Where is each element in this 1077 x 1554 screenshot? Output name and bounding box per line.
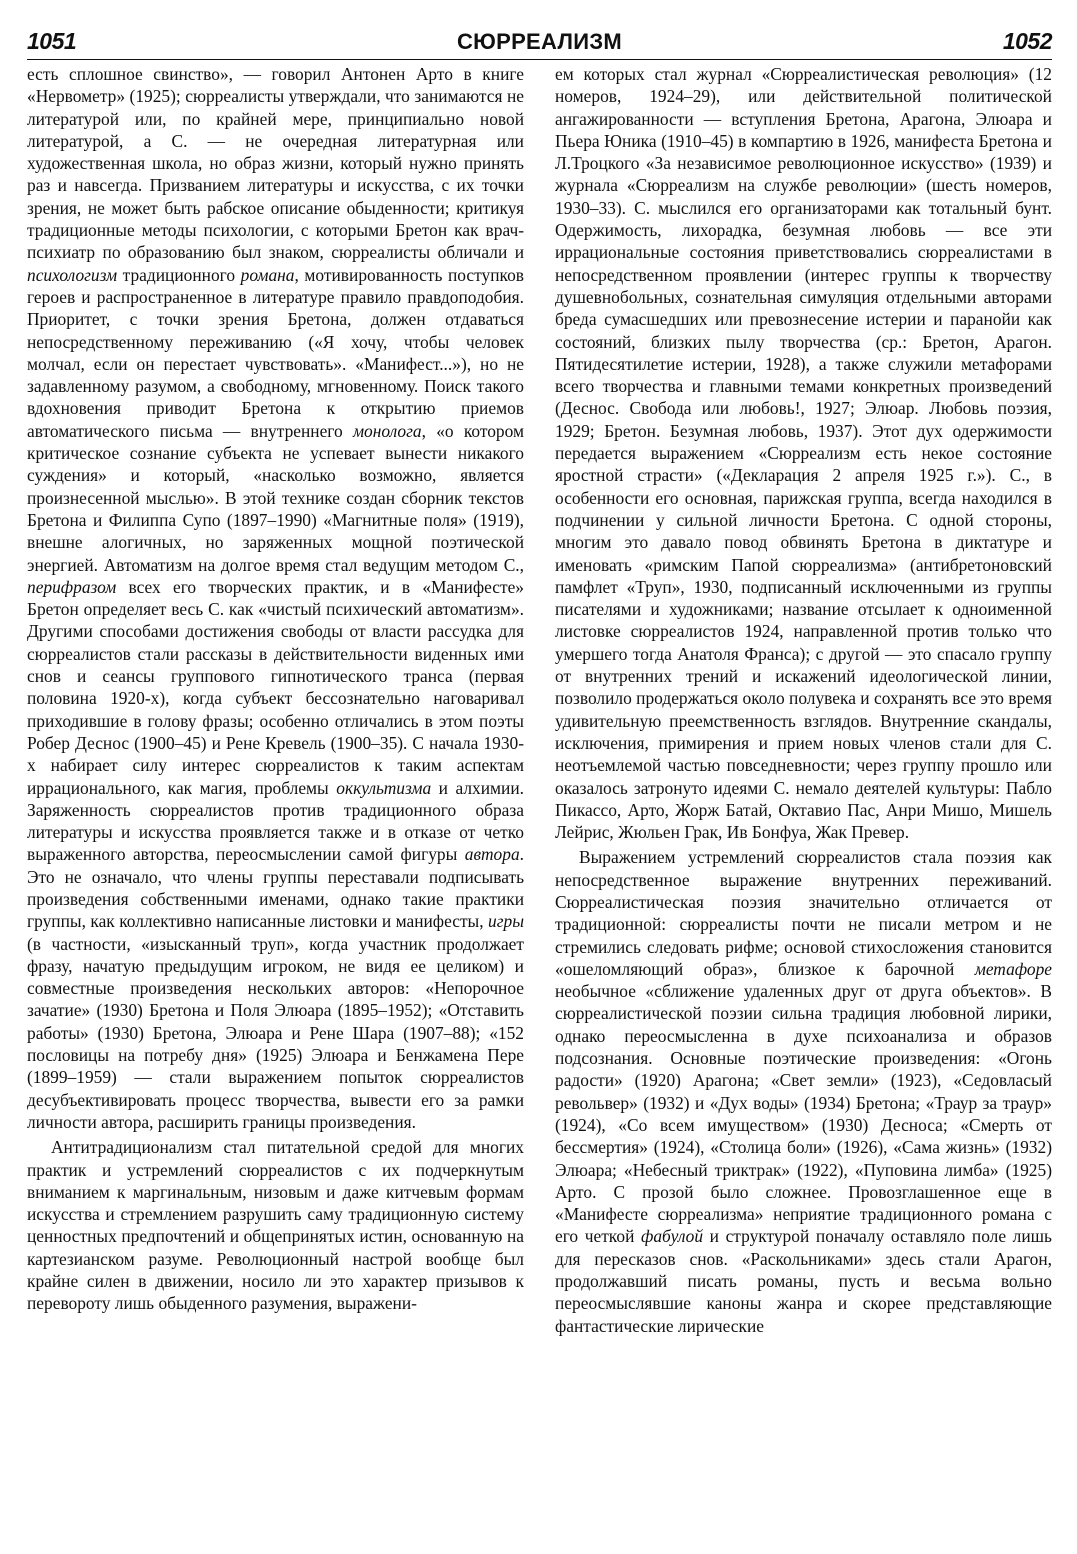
cross-reference: фабулой [641,1226,704,1247]
cross-reference: романа [240,264,295,285]
cross-reference: психологизм [27,264,118,285]
left-column [27,63,524,1337]
right-column [555,63,1052,1337]
cross-reference: монолога [352,420,422,441]
cross-reference: оккультизма [336,777,432,798]
running-header [27,14,1052,60]
left-page-number: 1051 [27,28,77,54]
paragraph: Выражением устремлений сюрреалистов стала поэзия как непосредственное выражение внутренних переживаний. Сюрреалистическая поэзия значительно отличается от традиционной: сюрреалисты почти не писали метром и не стремились следовать рифме; основой стихосложения становится «ошеломляющий образ», близкое к барочной метафоре необычное «сближение удаленных друг от друга объектов». В сюрреалистической поэзии сильна традиция любовной лирики, однако переосмысленна в духе психоанализа и образов подсознания. Основные поэтические произведения: «Огонь радости» (1920) Арагона; «Свет земли» (1923), «Седовласый револьвер» (1932) и «Дух воды» (1934) Бретона; «Траур за траур» (1924), «Со всем имуществом» (1930) Десноса; «Смерть от бессмертия» (1924), «Столица боли» (1926), «Сама жизнь» (1932) Элюара; «Небесный триктрак» (1922), «Пуповина лимба» (1925) Арто. С прозой было сложнее. Провозглашенное еще в «Манифесте сюрреализма» неприятие традиционного романа с его четкой фабулой и структурой поначалу оставляло поле лишь для пересказов снов. «Раскольниками» здесь стали Арагон, продолжавший писать романы, пусть и весьма вольно переосмыслявшие каноны жанра и скорее представляющие фантастические лирические [555,847,1052,1336]
right-page-number: 1052 [1002,28,1052,54]
paragraph: есть сплошное свинство», — говорил Антонен Арто в книге «Нервометр» (1925); сюрреалисты утверждали, что занимаются не литературой или, по крайней мере, принципиально новой литературой, а С. — не очередная литературная или художественная школа, но образ жизни, который нужно принять раз и навсегда. Призванием литературы и искусства, с их точки зрения, не может быть рабское описание обыденности; критикуя традиционные методы психологии, с которыми Бретон как врач-психиатр по образованию был знаком, сюрреалисты обличали и психологизм традиционного романа, мотивированность поступков героев и распространенное в литературе правило правдоподобия. Приоритет, с точки зрения Бретона, должен отдаваться непосредственному переживанию («Я хочу, чтобы человек молчал, если он перестает чувствовать». «Манифест...»), но не задавленному разумом, а свободному, мгновенному. Поиск такого вдохновения приводит Бретона к открытию приемов автоматического письма — внутреннего монолога, «о котором критическое сознание субъекта не успевает вынести никакого суждения» и который, «насколько возможно, является произнесенной мыслью». В этой технике создан сборник текстов Бретона и Филиппа Супо (1897–1990) «Магнитные поля» (1919), внешне алогичных, но заряженных мощной поэтической энергией. Автоматизм на долгое время стал ведущим методом С., перифразом всех его творческих практик, и в «Манифесте» Бретон определяет весь С. как «чистый психический автоматизм». Другими способами достижения свободы от власти рассудка для сюрреалистов стали рассказы в действительности виденных ими снов и сеансы группового гипнотического транса (первая половина 1920-х), когда субъект бессознательно наговаривал приходившие в голову фразы; особенно отличались в этом поэты Робер Деснос (1900–45) и Рене Кревель (1900–35). С начала 1930-х набирает силу интерес сюрреалистов к таким аспектам иррационального, как магия, проблемы оккультизма и алхимии. Заряженность сюрреалистов против традиционного образа литературы и искусства проявляется также и в отказе от четко выраженного авторства, переосмыслении самой фигуры автора. Это не означало, что члены группы переставали подписывать произведения собственными именами, однако такие практики группы, как коллективно написанные листовки и манифесты, игры (в частности, «изысканный труп», когда участник продолжает фразу, начатую предыдущим игроком, не видя ее целиком) и совместные произведения нескольких авторов: «Непорочное зачатие» (1930) Бретона и Поля Элюара (1895–1952); «Отставить работы» (1930) Бретона, Элюара и Рене Шара (1907–88); «152 пословицы на потребу дня» (1925) Элюара и Бенжамена Пере (1899–1959) — стали выражением попыток сюрреалистов десубъективировать процесс творчества, вывести его за рамки личности автора, расширить границы произведения. [27,64,524,1132]
running-title: СЮРРЕАЛИЗМ [456,29,623,54]
cross-reference: автора [464,844,520,865]
cross-reference: игры [488,911,524,932]
text-columns [27,63,1052,1337]
cross-reference: метафоре [974,958,1052,979]
paragraph: ем которых стал журнал «Сюрреалистическая революция» (12 номеров, 1924–29), или действительной политической ангажированности — вступления Бретона, Арагона, Элюара и Пьера Юника (1910–45) в компартию в 1926, манифеста Бретона и Л.Троцкого «За независимое революционное искусство» (1939) и журнала «Сюрреализм на службе революции» (шесть номеров, 1930–33). С. мыслился его организаторами как тотальный бунт. Одержимость, лихорадка, безумная любовь — все эти иррациональные состояния приветствовались сюрреалистами в непосредственном проявлении (интерес группы к творчеству душевнобольных, сознательная симуляция отдельными авторами бреда сумасшедших или превознесение истерии и паранойи как состояний, близких пылу творчества (ср.: Бретон, Арагон. Пятидесятилетие истерии, 1928), а также служили метафорами всего творчества и главными темами конкретных произведений (Деснос. Свобода или любовь!, 1927; Элюар. Любовь поэзия, 1929; Бретон. Безумная любовь, 1937). Этот дух одержимости передается выражением «Сюрреализм есть некое состояние яростной страсти» («Декларация 2 апреля 1925 г.»). С., в особенности его основная, парижская группа, всегда находился в подчинении у сильной личности Бретона. С одной стороны, многим это давало повод обвинять Бретона в диктатуре и именовать «римским Папой сюрреализма» (антибретоновский памфлет «Труп», 1930, подписанный исключенными из группы писателями и художниками; название отсылает к одноименной листовке сюрреалистов 1924, направленной против только что умершего тогда Анатоля Франса); с другой — это спасало группу от внутренних трений и искажений идеологической линии, позволило продержаться около полувека и сохранять все это время удивительную преемственность взглядов. Внутренние скандалы, исключения, примирения и прием новых членов стали для С. неотъемлемой частью повседневности; через группу прошло или оказалось затронуто идеями С. немало деятелей культуры: Пабло Пикассо, Арто, Жорж Батай, Октавио Пас, Анри Мишо, Мишель Лейрис, Жюльен Грак, Ив Бонфуа, Жак Превер. [555,64,1052,843]
cross-reference: перифразом [27,576,117,597]
paragraph: Антитрадиционализм стал питательной средой для многих практик и устремлений сюрреалистов с их подчеркнутым вниманием к маргинальным, низовым и даже китчевым формам искусства и стремлением разрушить саму традиционную систему ценностных предпочтений и общепринятых истин, основанную на картезианском разуме. Революционный настрой вообще был крайне силен в движении, носило ли это характер призывов к перевороту лишь обыденного разумения, выражени- [27,1137,524,1314]
